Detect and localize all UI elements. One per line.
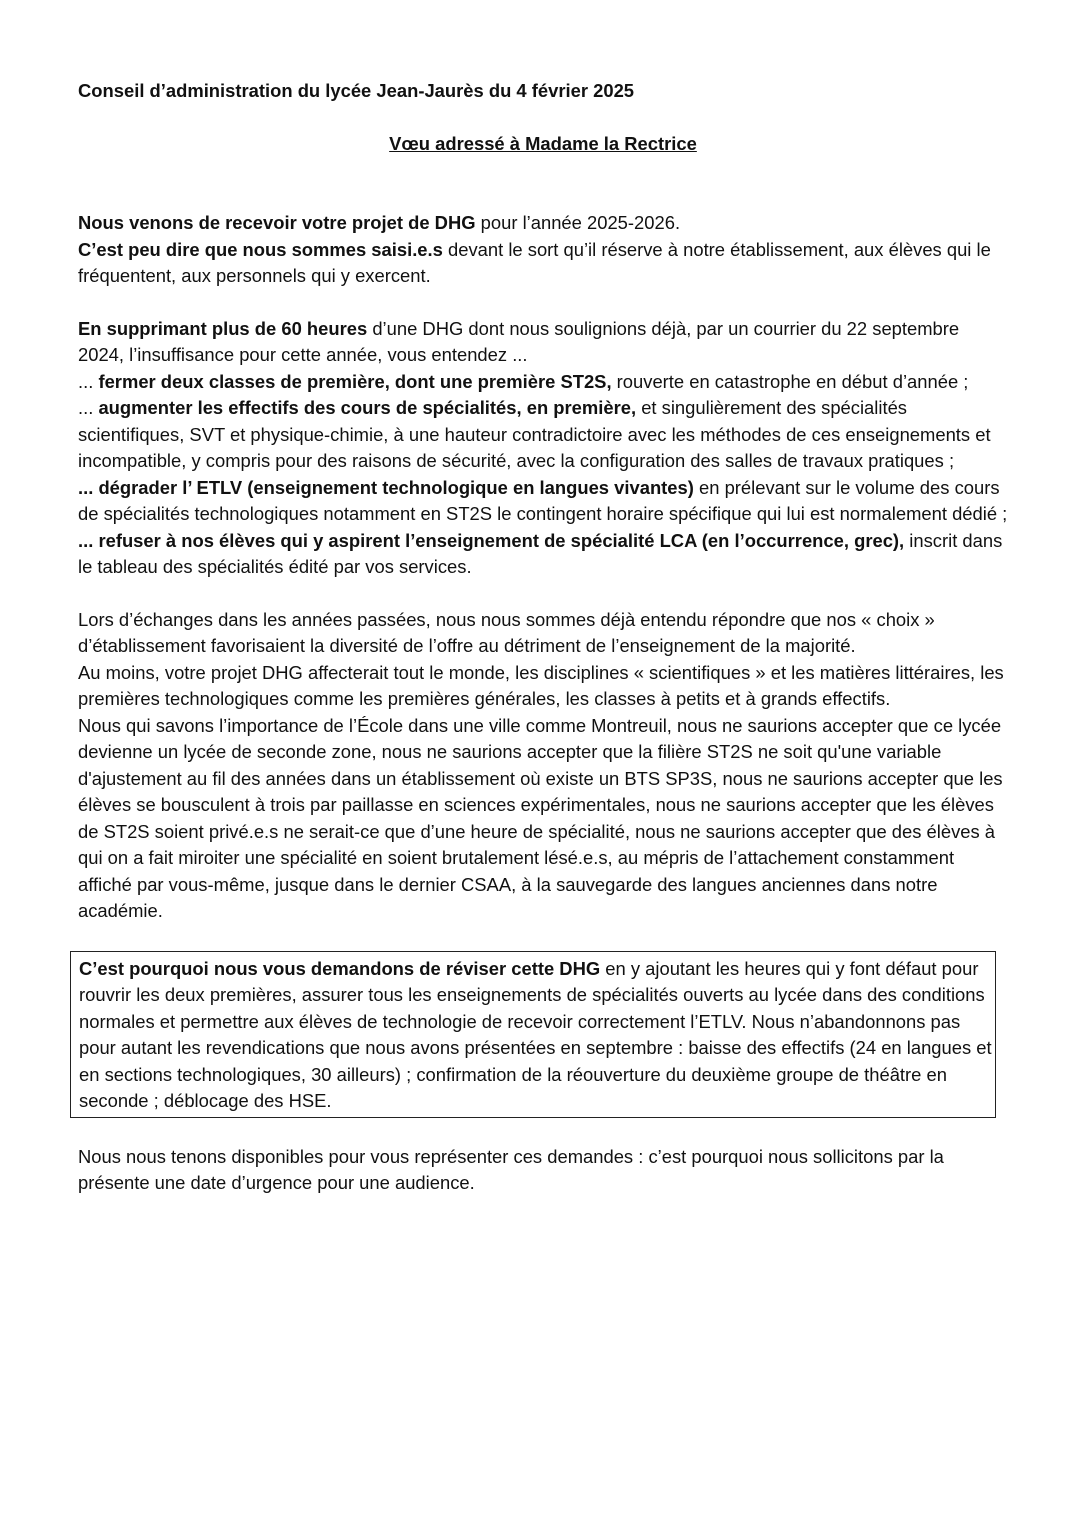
document-page: [78, 78, 1008, 1197]
measure-item-3: [78, 475, 1008, 528]
measures-section: [78, 316, 1008, 581]
intro-paragraph-2: [78, 237, 1008, 290]
measure-1-prefix: ...: [78, 370, 99, 392]
measure-4-bold: ... refuser à nos élèves qui y aspirent l’enseignement de spécialité LCA (en l’occurrence, grec),: [78, 529, 905, 551]
context-paragraph-3: Nous qui savons l’importance de l’École dans une ville comme Montreuil, nous ne saurions accepter que ce lycée devienne un lycée de seconde zone, nous ne saurions accepter que la filière ST2S ne soit qu'une variable d'ajustement au fil des années dans un établissement où existe un BTS SP3S, nous ne saurions accepter que les élèves se bousculent à trois par paillasse en sciences expérimentales, nous ne saurions accepter que les élèves de ST2S soient privé.e.s ne serait-ce que d’une heure de spécialité, nous ne saurions accepter que des élèves à qui on a fait miroiter une spécialité en soient brutalement lésé.e.s, au mépris de l’attachement constamment affiché par vous-même, jusque dans le dernier CSAA, à la sauvegarde des langues anciennes dans notre académie.: [78, 714, 1003, 921]
measure-1-bold: fermer deux classes de première, dont une première ST2S,: [98, 370, 612, 392]
context-paragraph-1: Lors d’échanges dans les années passées, nous nous sommes déjà entendu répondre que nos « choix » d’établissement favorisaient la diversité de l’offre au détriment de l’enseignement de la majorité.: [78, 608, 935, 656]
measure-1-text: rouverte en catastrophe en début d’année ;: [611, 370, 969, 392]
demand-bold: C’est pourquoi nous vous demandons de réviser cette DHG: [79, 957, 601, 979]
demand-box: [70, 951, 996, 1118]
intro-paragraph-1: [78, 210, 1008, 237]
measure-item-2: [78, 395, 1008, 475]
measure-2-text: et singulièrement des spécialités scientifiques, SVT et physique-chimie, à une hauteur contradictoire avec les méthodes de ces enseignements et incompatible, y compris pour des raisons de sécurité, avec la configuration des salles de travaux pratiques ;: [78, 397, 991, 471]
measures-lead: [78, 316, 1008, 369]
context-paragraph-2: Au moins, votre projet DHG affecterait tout le monde, les disciplines « scientifiques » et les matières littéraires, les premières technologiques comme les premières générales, les classes à petits et à grands effectifs.: [78, 661, 1004, 709]
document-title: Vœu adressé à Madame la Rectrice: [389, 133, 697, 154]
measure-2-prefix: ...: [78, 397, 99, 418]
measures-lead-bold: En supprimant plus de 60 heures: [78, 317, 368, 339]
measures-lead-text: d’une DHG dont nous soulignions déjà, par un courrier du 22 septembre 2024, l’insuffisance pour cette année, vous entendez ...: [78, 317, 960, 365]
measure-2-bold: augmenter les effectifs des cours de spécialités, en première,: [98, 397, 637, 418]
context-section: [78, 607, 1008, 925]
measure-item-4: [78, 528, 1008, 581]
document-heading: Conseil d’administration du lycée Jean-Jaurès du 4 février 2025: [78, 80, 635, 101]
intro-section: [78, 210, 1008, 290]
intro-1-text: pour l’année 2025-2026.: [475, 212, 681, 233]
intro-2-text: devant le sort qu’il réserve à notre établissement, aux élèves qui le fréquentent, aux personnels qui y exercent.: [78, 238, 991, 286]
intro-2-bold: C’est peu dire que nous sommes saisi.e.s: [78, 238, 443, 260]
measure-4-text: inscrit dans le tableau des spécialités édité par vos services.: [78, 529, 1003, 577]
measure-3-text: en prélevant sur le volume des cours de spécialités technologiques notamment en ST2S le contingent horaire spécifique qui lui est normalement dédié ;: [78, 476, 1008, 524]
demand-text: en y ajoutant les heures qui y font défaut pour rouvrir les deux premières, assurer tous les enseignements de spécialités ouverts au lycée dans des conditions normales et permettre aux élèves de technologie de recevoir correctement l’ETLV. Nous n’abandonnons pas pour autant les revendications que nous avons présentées en septembre : baisse des effectifs (24 en langues et en sections technologiques, 30 ailleurs) ; confirmation de la réouverture du deuxième groupe de théâtre en seconde ; déblocage des HSE.: [79, 957, 992, 1111]
measure-item-1: [78, 369, 1008, 396]
closing-paragraph: Nous nous tenons disponibles pour vous représenter ces demandes : c’est pourquoi nous sollicitons par la présente une date d’urgence pour une audience.: [78, 1145, 944, 1193]
intro-1-bold: Nous venons de recevoir votre projet de DHG: [78, 212, 476, 233]
measure-3-bold: ... dégrader l’ ETLV (enseignement technologique en langues vivantes): [78, 476, 694, 498]
demand-paragraph: [79, 956, 995, 1115]
